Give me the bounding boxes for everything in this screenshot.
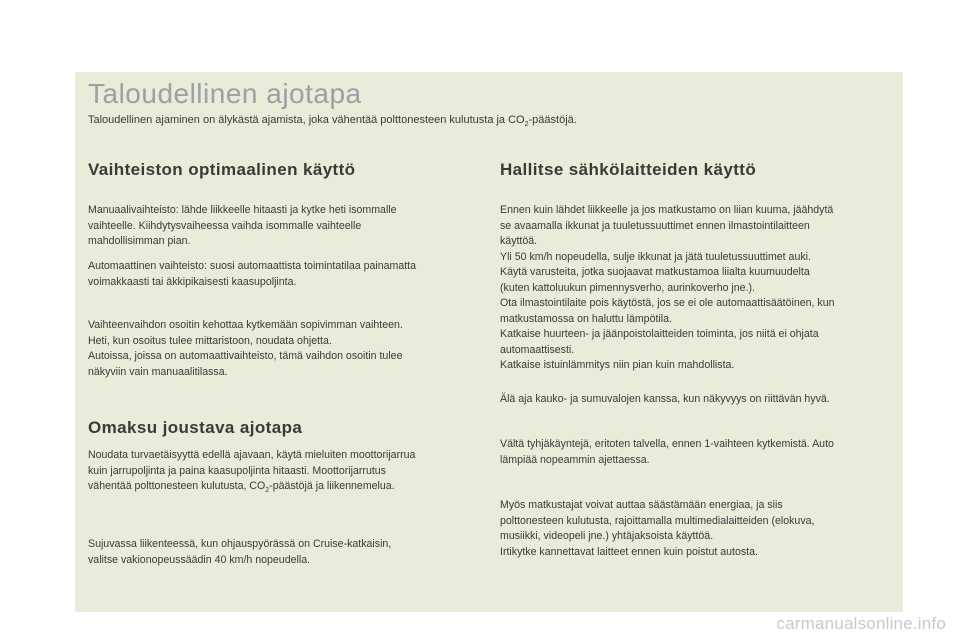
- paragraph-automatic-gearbox: Automaattinen vaihteisto: suosi automaattista toimintatilaa painamatta voimakkaasti tai äkkipikaisesti kaasupoljinta.: [88, 260, 417, 288]
- paragraph-cruise-control: Sujuvassa liikenteessä, kun ohjauspyörässä on Cruise-katkaisin, valitse vakionopeussäädin 40 km/h nopeudella.: [88, 538, 392, 566]
- paragraph-idling: Vältä tyhjäkäyntejä, eritoten talvella, ennen 1-vaihteen kytkemistä. Auto lämpiää nopeammin ajettaessa.: [500, 438, 834, 466]
- paragraph-climate-control: Ennen kuin lähdet liikkeelle ja jos matkustamo on liian kuuma, jäähdytä se avaamalla ikkunat ja tuuletussuuttimet ennen ilmastointilaitteen käyttöä. Yli 50 km/h nopeudella, sulje ikkunat ja jätä tuuletussuuttimet auki. Käytä varusteita, jotka suojaavat matkustamoa liialta kuumuudelta (kuten kattoluukun pimennysverho, aurinkoverho jne.). Ota ilmastointilaite pois käytöstä, jos se ei ole automaattisäätöinen, kun matkustamossa on haluttu lämpötila. Katkaise huurteen- ja jäänpoistolaitteiden toiminta, jos niitä ei ohjata automaattisesti. Katkaise istuinlämmitys niin pian kuin mahdollista.: [500, 204, 835, 371]
- heading-gearbox: Vaihteiston optimaalinen käyttö: [88, 160, 356, 179]
- paragraph-manual-gearbox: Manuaalivaihteisto: lähde liikkeelle hitaasti ja kytke heti isommalle vaihteelle. Kiihdytysvaiheessa vaihda isommalle vaihteelle mahdollisimman pian.: [88, 204, 397, 247]
- heading-flexible-driving: Omaksu joustava ajotapa: [88, 418, 303, 437]
- paragraph-lights: Älä aja kauko- ja sumuvalojen kanssa, kun näkyvyys on riittävän hyvä.: [500, 393, 830, 405]
- page-title: Taloudellinen ajotapa: [88, 78, 362, 109]
- watermark: carmanualsonline.info: [776, 614, 946, 633]
- page-subtitle: Taloudellinen ajaminen on älykästä ajamista, joka vähentää polttonesteen kulutusta ja $CO_2$-päästöjä.: [88, 114, 577, 129]
- heading-electrical-devices: Hallitse sähkölaitteiden käyttö: [500, 160, 757, 179]
- paragraph-safe-distance: Noudata turvaetäisyyttä edellä ajavaan, käytä mieluiten moottorijarrua kuin jarrupoljinta ja paina kaasupoljinta hitaasti. Moottorijarrutus vähentää polttonesteen kulutusta, $CO_2$-päästöjä ja liikennemelua.: [88, 449, 416, 495]
- paragraph-passengers: Myös matkustajat voivat auttaa säästämään energiaa, ja siis polttonesteen kulutusta, rajoittamalla multimedialaitteiden (elokuva, musiikki, videopeli jne.) yhtäjaksoista käyttöä. Irtikytke kannettavat laitteet ennen kuin poistut autosta.: [500, 499, 815, 558]
- paragraph-gear-indicator: Vaihteenvaihdon osoitin kehottaa kytkemään sopivimman vaihteen. Heti, kun osoitus tulee mittaristoon, noudata ohjetta. Autoissa, joissa on automaattivaihteisto, tämä vaihdon osoitin tulee näkyviin vain manuaalitilassa.: [88, 319, 403, 378]
